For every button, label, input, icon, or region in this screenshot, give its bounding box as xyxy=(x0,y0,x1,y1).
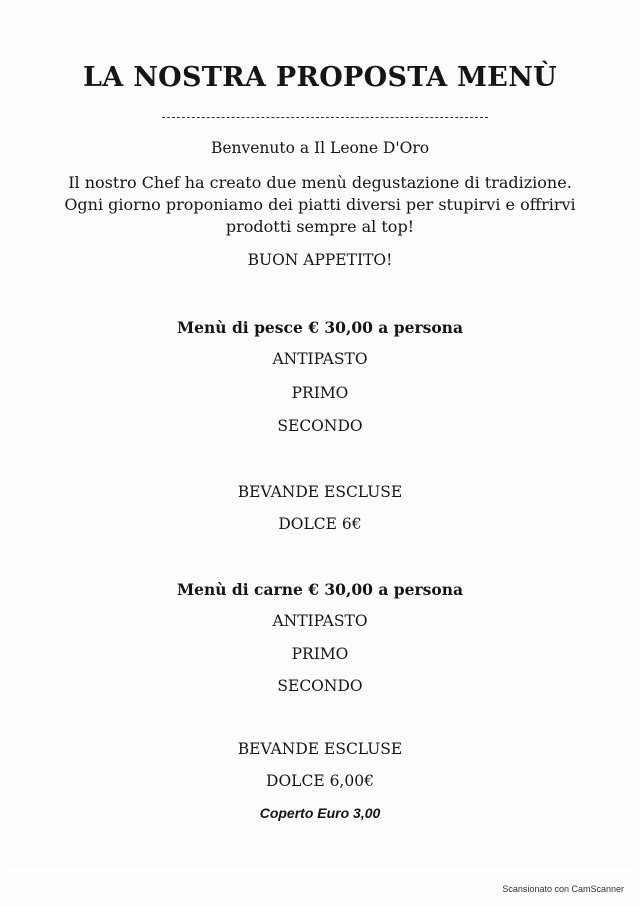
fish-course-primo: PRIMO xyxy=(291,384,349,402)
fish-menu-heading: Menù di pesce € 30,00 a persona xyxy=(177,318,463,337)
meat-menu-heading: Menù di carne € 30,00 a persona xyxy=(176,580,464,599)
paper-sheet xyxy=(6,8,634,866)
meat-course-primo: PRIMO xyxy=(291,645,349,663)
intro-line-1: Il nostro Chef ha creato due menù degustazione di tradizione. xyxy=(68,173,572,192)
fish-course-secondo: SECONDO xyxy=(277,417,363,435)
page-title: LA NOSTRA PROPOSTA MENÙ xyxy=(82,62,558,93)
meat-dessert-price: DOLCE 6,00€ xyxy=(266,772,374,790)
dashed-divider xyxy=(162,117,488,118)
fish-course-antipasto: ANTIPASTO xyxy=(272,350,368,368)
meat-course-secondo: SECONDO xyxy=(277,677,363,695)
meat-drinks-note: BEVANDE ESCLUSE xyxy=(237,740,403,758)
scan-footer: Scansionato con CamScanner xyxy=(502,884,624,894)
fish-dessert-price: DOLCE 6€ xyxy=(278,515,362,533)
intro-line-2: Ogni giorno proponiamo dei piatti diversi per stupirvi e offrirvi xyxy=(64,195,576,214)
greeting-text: BUON APPETITO! xyxy=(247,251,393,269)
welcome-text: Benvenuto a Il Leone D'Oro xyxy=(210,139,430,157)
meat-course-antipasto: ANTIPASTO xyxy=(272,612,368,630)
intro-line-3: prodotti sempre al top! xyxy=(225,217,415,236)
cover-charge: Coperto Euro 3,00 xyxy=(259,805,381,821)
fish-drinks-note: BEVANDE ESCLUSE xyxy=(237,483,403,501)
